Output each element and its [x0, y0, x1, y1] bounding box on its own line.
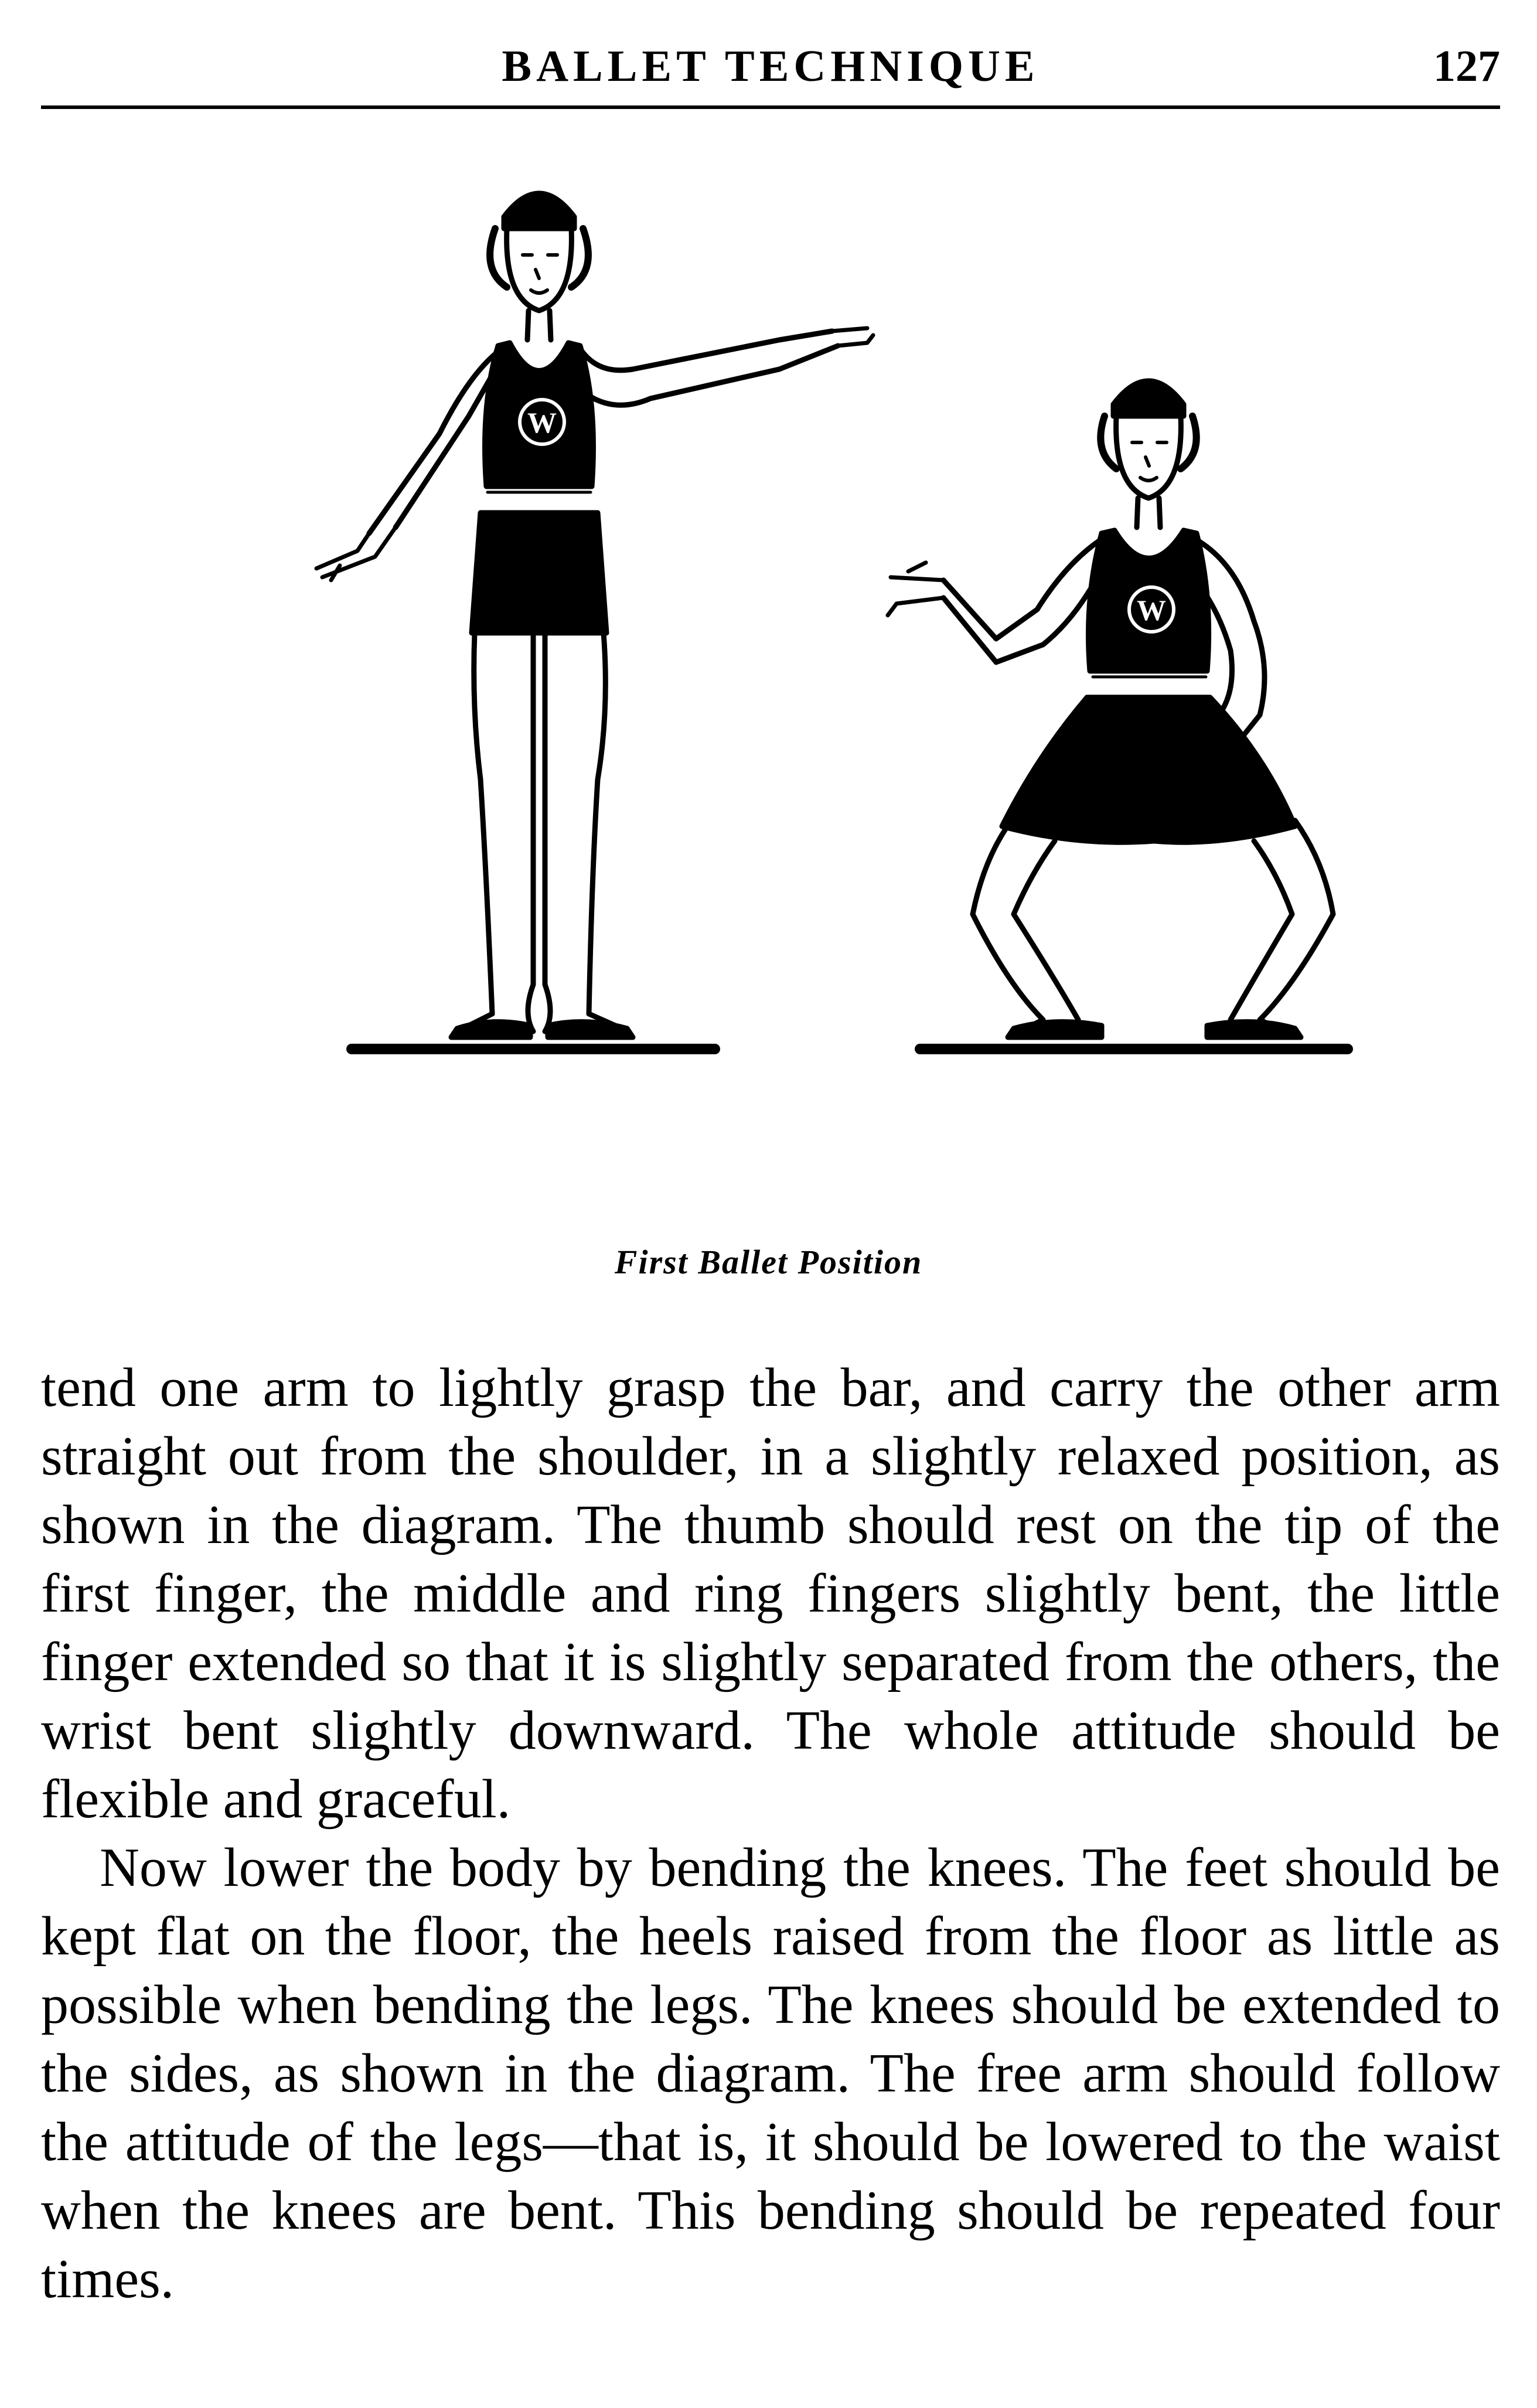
running-head	[41, 35, 1500, 109]
plie-dancer-face	[1116, 416, 1181, 498]
standing-dancer-left-hand	[316, 527, 396, 580]
plie-dancer-cap	[1113, 381, 1184, 416]
plie-dancer-emblem-letter: W	[1137, 594, 1166, 626]
body-text	[41, 1354, 1500, 2314]
standing-dancer-shorts	[472, 513, 606, 633]
standing-dancer-inner-legs	[528, 633, 550, 1031]
paragraph-1: tend one arm to lightly grasp the bar, and carry the other arm straight out from the shoulder, in a slightly relaxed position, as shown in the diagram. The thumb should rest on the tip of the first finger, the middle and ring fingers slightly bent, the little finger extended so that it is slightly separated from the others, the wrist bent slightly downward. The whole attitude should be flexible and graceful.	[41, 1357, 1500, 1830]
standing-dancer-right-leg	[589, 633, 615, 1026]
plie-dancer-left-arm	[943, 539, 1102, 662]
standing-dancer-right-hand	[832, 328, 873, 346]
ballet-illustration	[164, 152, 1383, 1196]
paragraph-2: Now lower the body by bending the knees. The feet should be kept flat on the floor, the heels raised from the floor as little as possible when bending the legs. The knees should be extended to the sides, as shown in the diagram. The free arm should follow the attitude of the legs—that is, it should be lowered to the waist when the knees are bent. This bending should be repeated four times.	[41, 1837, 1500, 2310]
standing-dancer-right-arm	[577, 331, 838, 405]
plie-dancer-right-leg	[1231, 820, 1333, 1031]
standing-dancer-cap	[504, 193, 574, 229]
standing-dancer-figure	[316, 193, 873, 1037]
running-title: BALLET TECHNIQUE	[502, 42, 1040, 91]
plie-dancer-left-hand	[888, 563, 943, 615]
plie-dancer-shoes	[1008, 1022, 1301, 1037]
standing-dancer-left-leg	[469, 633, 492, 1026]
standing-dancer-shoes	[451, 1022, 633, 1037]
plie-dancer-figure	[888, 381, 1333, 1037]
plie-dancer-left-leg	[973, 818, 1078, 1031]
standing-dancer-left-arm	[369, 352, 498, 533]
standing-dancer-face	[507, 229, 572, 311]
standing-dancer-emblem-letter: W	[527, 406, 557, 439]
page-number: 127	[1433, 42, 1500, 91]
figure-caption: First Ballet Position	[614, 1243, 923, 1281]
plie-dancer-skirt	[1002, 697, 1295, 842]
